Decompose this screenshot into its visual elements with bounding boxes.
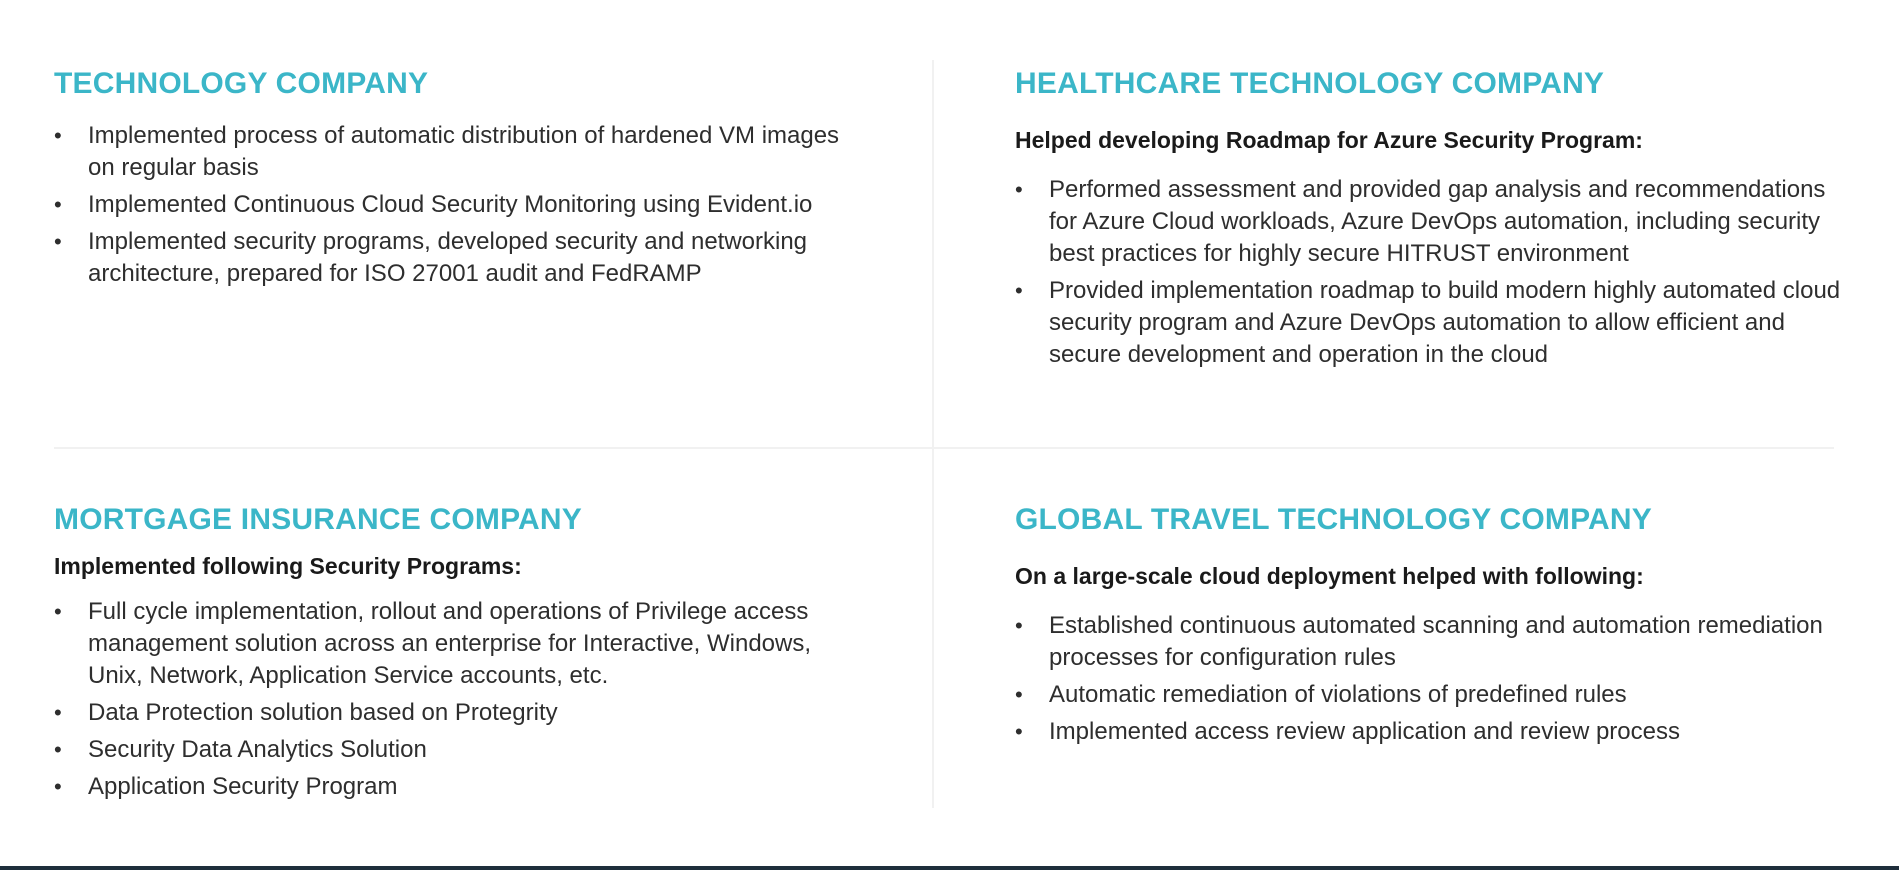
- section-heading: GLOBAL TRAVEL TECHNOLOGY COMPANY: [1015, 503, 1652, 536]
- bullet-list: [54, 596, 894, 803]
- list-item: • Implemented process of automatic distribution of hardened VM images on regular basis: [54, 120, 854, 184]
- list-item: • Implemented security programs, developed security and networking architecture, prepared for ISO 27001 audit and FedRAMP: [54, 226, 854, 290]
- section-healthcare-technology-company: [1015, 66, 1845, 376]
- list-item: • Application Security Program: [54, 771, 854, 803]
- section-technology-company: [54, 66, 894, 295]
- section-mortgage-insurance-company: [54, 502, 894, 808]
- section-global-travel-technology-company: [1015, 502, 1845, 753]
- section-subheading: On a large-scale cloud deployment helped with following:: [1015, 563, 1644, 589]
- section-subheading: Implemented following Security Programs:: [54, 553, 522, 579]
- bottom-bar: [0, 866, 1899, 870]
- bullet-list: [1015, 174, 1845, 371]
- list-item: • Security Data Analytics Solution: [54, 734, 854, 766]
- section-heading: HEALTHCARE TECHNOLOGY COMPANY: [1015, 67, 1605, 100]
- section-subheading: Helped developing Roadmap for Azure Security Program:: [1015, 127, 1643, 153]
- vertical-divider: [932, 60, 934, 808]
- bullet-list: [54, 120, 894, 290]
- list-item: • Implemented access review application and review process: [1015, 716, 1845, 748]
- list-item: • Implemented Continuous Cloud Security Monitoring using Evident.io: [54, 189, 854, 221]
- horizontal-divider: [54, 447, 1834, 449]
- list-item: • Established continuous automated scanning and automation remediation processes for configuration rules: [1015, 610, 1845, 674]
- section-heading: MORTGAGE INSURANCE COMPANY: [54, 503, 582, 536]
- list-item: • Provided implementation roadmap to build modern highly automated cloud security program and Azure DevOps automation to allow efficient and secure development and operation in the cloud: [1015, 275, 1845, 371]
- list-item: • Data Protection solution based on Protegrity: [54, 697, 854, 729]
- list-item: • Performed assessment and provided gap analysis and recommendations for Azure Cloud workloads, Azure DevOps automation, including security best practices for highly secure HITRUST environment: [1015, 174, 1845, 270]
- list-item: • Automatic remediation of violations of predefined rules: [1015, 679, 1845, 711]
- bullet-list: [1015, 610, 1845, 748]
- section-heading: TECHNOLOGY COMPANY: [54, 67, 429, 100]
- list-item: • Full cycle implementation, rollout and operations of Privilege access management solution across an enterprise for Interactive, Windows, Unix, Network, Application Service accounts, etc.: [54, 596, 854, 692]
